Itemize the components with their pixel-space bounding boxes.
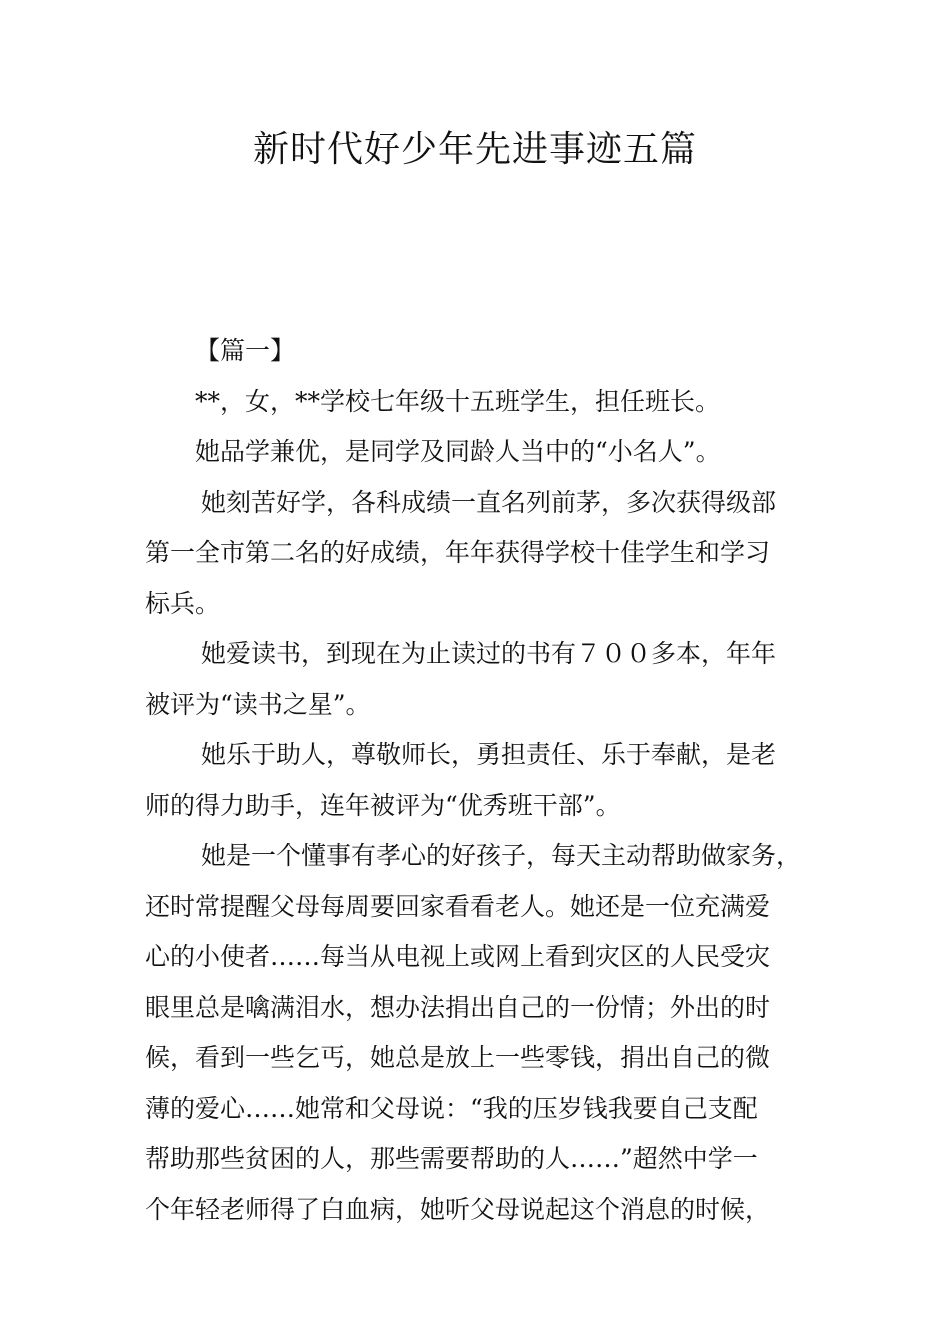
text-line: 还时常提醒父母每周要回家看看老人。她还是一位充满爱	[145, 891, 771, 921]
text-line: 心的小使者……每当从电视上或网上看到灾区的人民受灾	[145, 942, 771, 971]
text-line: 她品学兼优，是同学及同龄人当中的“小名人”。	[195, 437, 721, 466]
text-line: 她爱读书，到现在为止读过的书有７００多本，年年	[201, 639, 777, 668]
text-line: 标兵。	[145, 588, 221, 618]
text-line: 个年轻老师得了白血病，她听父母说起这个消息的时候，	[145, 1194, 771, 1224]
text-line: 她乐于助人，尊敬师长，勇担责任、乐于奉献，是老	[201, 740, 777, 769]
text-line: 第一全市第二名的好成绩，年年获得学校十佳学生和学习	[145, 538, 771, 567]
text-line: **，女，**学校七年级十五班学生，担任班长。	[195, 386, 721, 416]
text-line: 帮助那些贫困的人，那些需要帮助的人……”超然中学一	[145, 1144, 758, 1173]
text-line: 她刻苦好学，各科成绩一直名列前茅，多次获得级部	[201, 487, 777, 517]
document-body	[145, 326, 815, 1235]
section-heading: 【篇一】	[195, 336, 296, 365]
document-title: 新时代好少年先进事迹五篇	[252, 129, 697, 170]
text-line: 她是一个懂事有孝心的好孩子，每天主动帮助做家务，	[201, 841, 802, 870]
text-line: 候，看到一些乞丐，她总是放上一些零钱，捐出自己的微	[145, 1043, 771, 1072]
text-line: 被评为“读书之星”。	[145, 689, 371, 719]
text-line: 眼里总是噙满泪水，想办法捐出自己的一份情；外出的时	[145, 992, 771, 1022]
text-line: 师的得力助手，连年被评为“优秀班干部”。	[145, 790, 621, 820]
text-line: 薄的爱心……她常和父母说：“我的压岁钱我要自己支配	[145, 1093, 758, 1123]
